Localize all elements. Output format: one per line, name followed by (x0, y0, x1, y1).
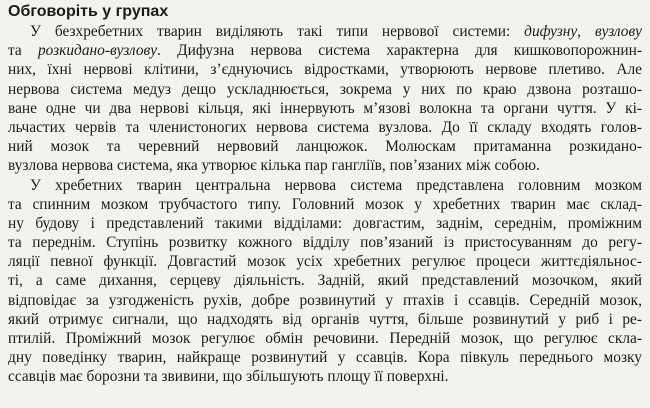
paragraph-line: ний мозок та черевний нервовий ланцюжок. Молюскам притаманна розкидано- (8, 138, 642, 156)
paragraph-line: ті, а саме дихання, серцеву діяльність. Задній, який представлений мозочком, який (8, 272, 642, 290)
paragraph-vertebrates (8, 176, 642, 387)
paragraph-line: птилій. Проміжний мозок регулює обмін речовини. Передній мозок, що регулює скла- (8, 330, 642, 347)
paragraph-line: льчастих червів та членистоногих нервова система вузлова. До її складу входять голов- (8, 118, 642, 136)
paragraph-line: який отримує сигнали, що надходять від органів чуття, більше розвинутий у риб і ре- (8, 310, 642, 328)
paragraph-line: відповідає за узгодженість рухів, добре розвинутий у птахів і ссавців. Середній мозок, (8, 291, 642, 309)
paragraph-line: та спинним мозком трубчастого типу. Головний мозок у хребетних тварин має склад- (8, 195, 642, 213)
paragraph-line: ну будову і представлений такими відділами: довгастим, заднім, середнім, проміжним (8, 214, 642, 232)
paragraph-invertebrates (8, 22, 642, 176)
paragraph-line: них, їхні нервові клітини, з’єднуючись відростками, утворюють нервове плетиво. Але (8, 61, 642, 79)
paragraph-line: У безхребетних тварин виділяють такі типи нервової системи: дифузну, вузлову (30, 23, 642, 40)
paragraph-line: ване одне чи два нервові кільця, які іннервують м’язові волокна та органи чуття. У кі- (8, 99, 642, 117)
paragraph-line: та переднім. Ступінь розвитку кожного відділу пов’язаний із пристосуванням до регу- (8, 234, 642, 252)
paragraph-line: нервова система медуз дещо ускладнюється, зокрема у них по краю дзвона розташо- (8, 80, 642, 98)
paragraph-line: ссавців має борозни та звивини, що збільшують площу її поверхні. (8, 368, 449, 386)
paragraph-line: та розкидано-вузлову. Дифузна нервова система характерна для кишковопорожнин- (8, 42, 642, 60)
paragraph-line: ляції певної функції. Довгастий мозок усіх хребетних регулює процеси життєдіяльнос- (8, 253, 642, 271)
paragraph-line: вузлова нервова система, яка утворює кілька пар гангліїв, пов’язаних між собою. (8, 157, 540, 175)
section-heading: Обговоріть у групах (8, 3, 169, 20)
paragraph-line: дну поведінку тварин, найкраще розвинутий у ссавців. Кора півкуль переднього мозку (8, 349, 642, 367)
paragraph-line: У хребетних тварин центральна нервова система представлена головним мозком (30, 176, 642, 194)
